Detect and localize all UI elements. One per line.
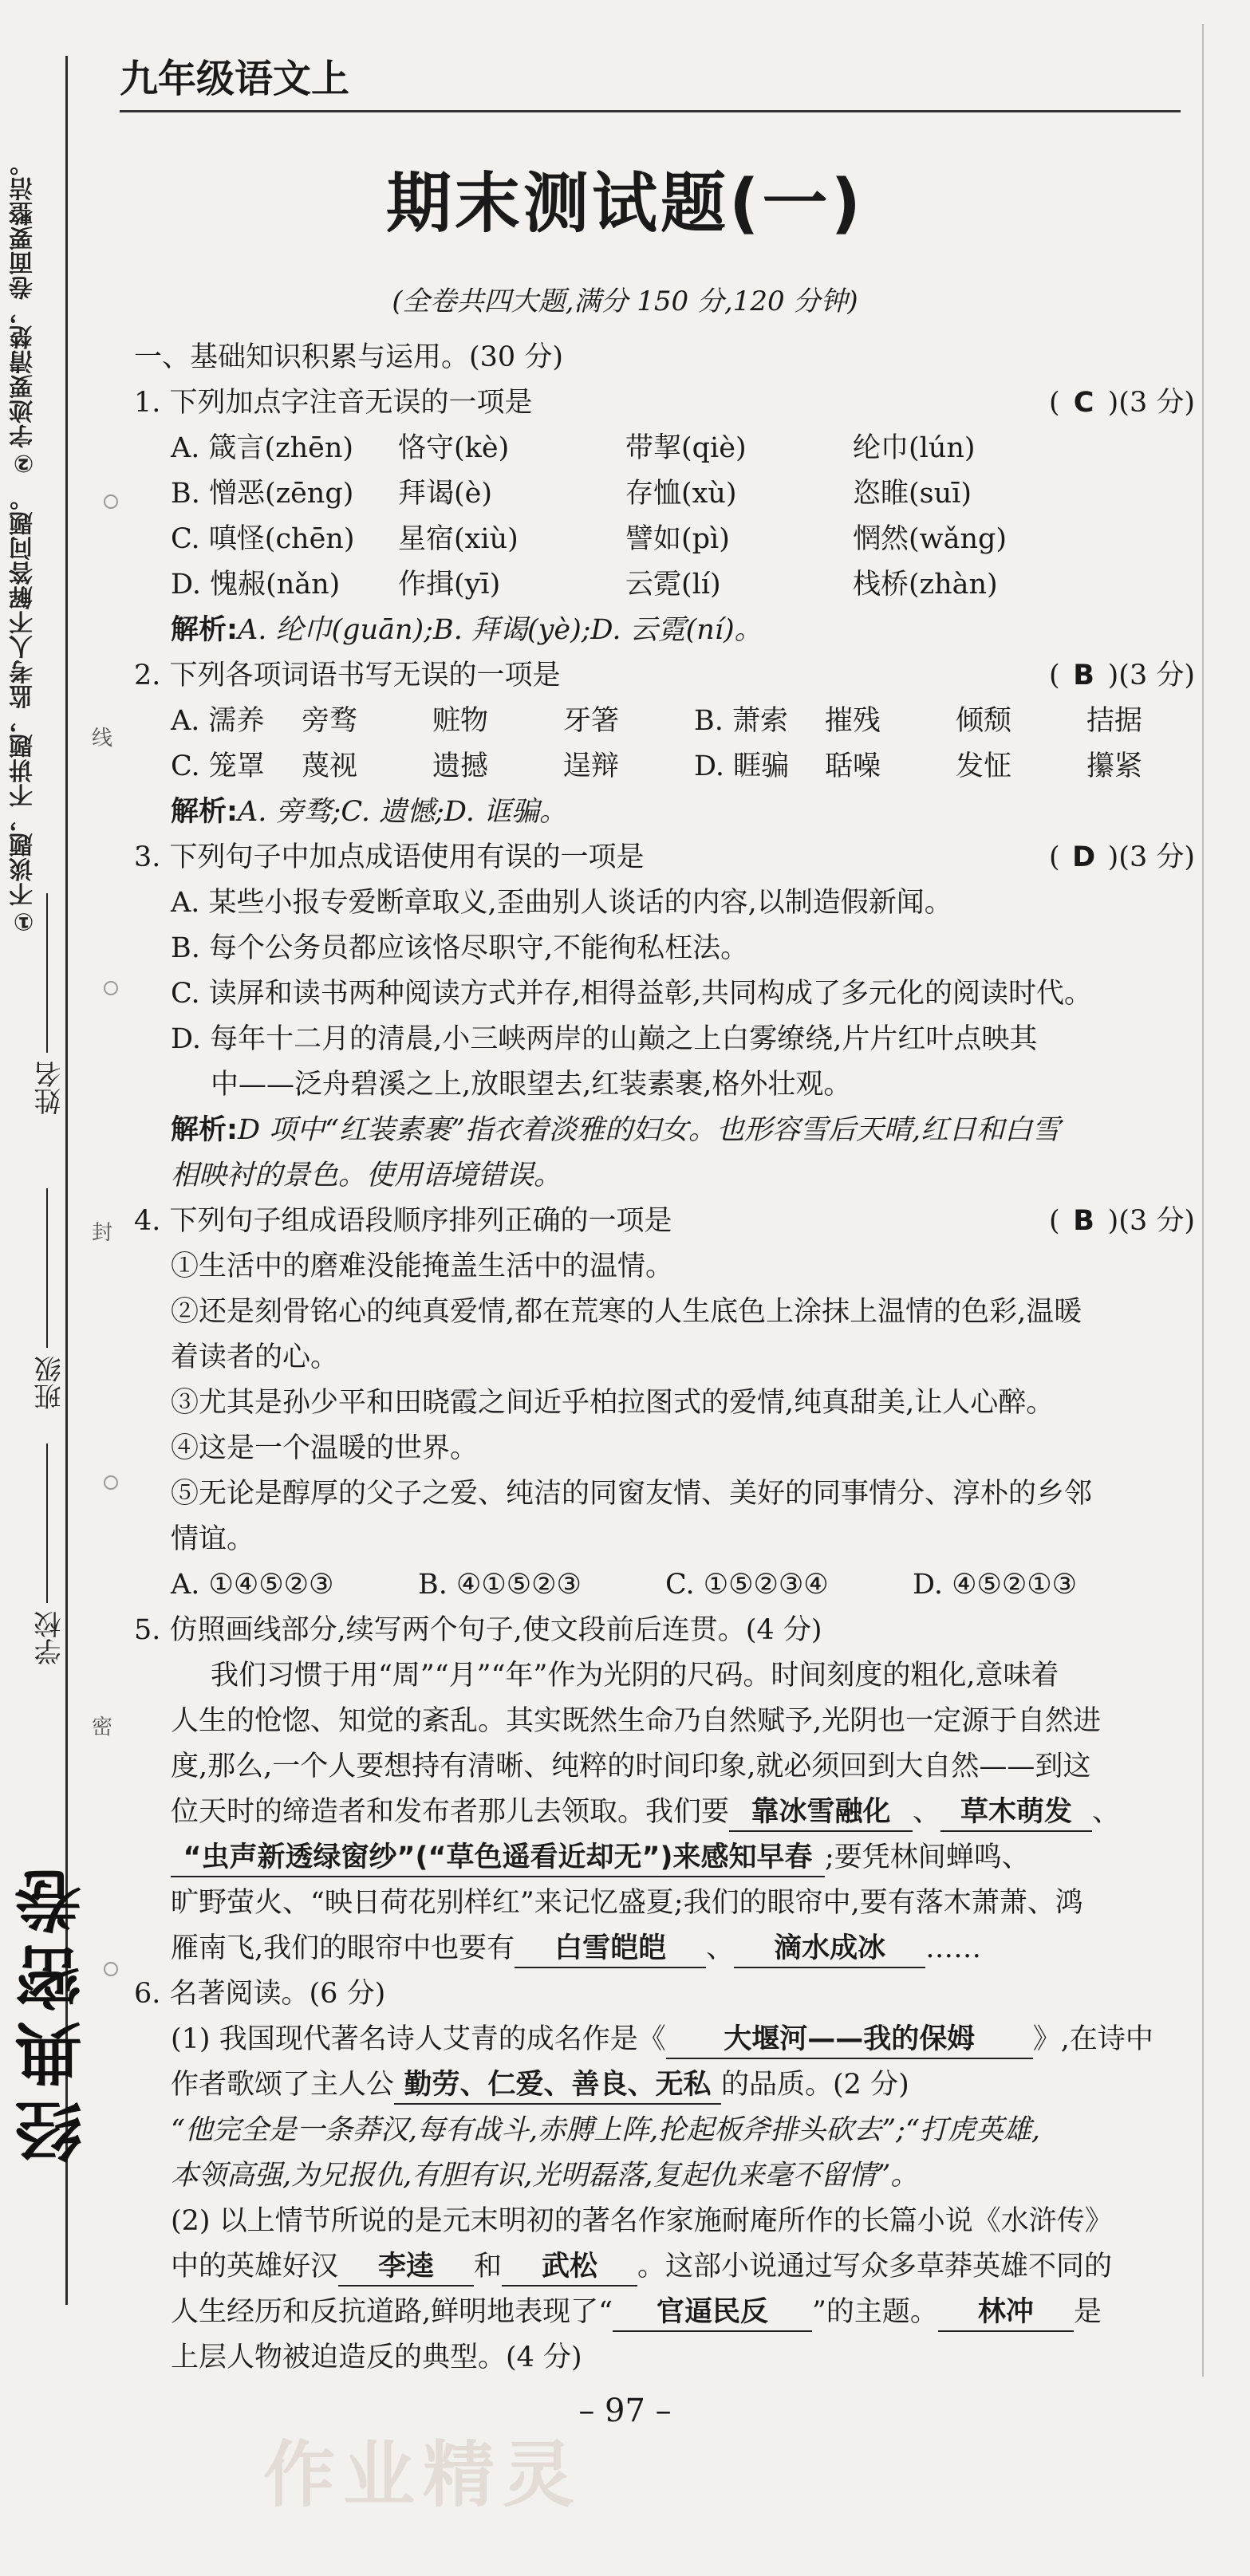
option-cell: D. ④⑤②①③ bbox=[913, 1569, 1077, 1601]
option-cell: 惘然(wǎng) bbox=[853, 523, 1007, 555]
option-cell: 带挈(qiè) bbox=[625, 432, 747, 464]
q6-line: (1) 我国现代著名诗人艾青的成名作是《 大堰河——我的保姆 》,在诗中 bbox=[134, 2017, 1203, 2062]
option-cell: 倾颓 bbox=[956, 705, 1012, 737]
option-cell: C. 嗔怪(chēn) bbox=[171, 523, 355, 555]
option-d-continued: 中——泛舟碧溪之上,放眼望去,红装素裹,格外壮观。 bbox=[211, 1069, 852, 1101]
passage-line: “虫声新透绿窗纱”(“草色遥看近却无”)来感知早春 ;要凭林间蝉鸣、 bbox=[134, 1835, 1203, 1881]
explanation-text: A. 旁骛;C. 遗憾;D. 诓骗。 bbox=[238, 796, 567, 828]
passage-line: 度,那么,一个人要想持有清晰、纯粹的时间印象,就必须回到大自然——到这 bbox=[171, 1751, 1091, 1782]
question-6: 6. 名著阅读。(6 分) bbox=[134, 1978, 386, 2010]
option-row bbox=[134, 699, 1203, 744]
answer-blank: 滴水成冰 bbox=[734, 1930, 925, 1968]
answer-letter: D bbox=[1072, 841, 1096, 873]
answer-letter: B bbox=[1073, 660, 1094, 691]
option-cell: 蔑视 bbox=[302, 750, 358, 782]
school-label: 学校 bbox=[34, 1611, 66, 1665]
answer-blank: “虫声新透绿窗纱”(“草色遥看近却无”)来感知早春 bbox=[171, 1839, 825, 1877]
binding-hole bbox=[104, 1962, 118, 1976]
answer-letter: B bbox=[1073, 1205, 1094, 1237]
passage-line: 人生的怆惚、知觉的紊乱。其实既然生命乃自然赋予,光阴也一定源于自然进 bbox=[171, 1705, 1102, 1737]
answer-blank: 林冲 bbox=[938, 2294, 1074, 2332]
answer-slot: ( B )(3 分) bbox=[1049, 1199, 1195, 1244]
sentence-5: ⑤无论是醇厚的父子之爱、纯洁的同窗友情、美好的同事情分、淳朴的乡邻 bbox=[171, 1478, 1093, 1510]
answer-slot: ( D )(3 分) bbox=[1049, 835, 1195, 880]
option-cell: D. 睚骗 bbox=[694, 750, 790, 782]
page-number: – 97 – bbox=[578, 2393, 672, 2429]
quoted-text: “他完全是一条莽汉,每有战斗,赤膊上阵,抡起板斧排头砍去”;“打虎英雄, bbox=[171, 2114, 1040, 2146]
option-cell: 牙箸 bbox=[563, 705, 620, 737]
option-cell: 遗撼 bbox=[432, 750, 489, 782]
sentence-4: ④这是一个温暖的世界。 bbox=[171, 1432, 479, 1464]
sentence-3: ③尤其是孙少平和田晓霞之间近乎柏拉图式的爱情,纯真甜美,让人心醉。 bbox=[171, 1387, 1055, 1419]
sentence-2: ②还是刻骨铭心的纯真爱情,都在荒寒的人生底色上涂抹上温情的色彩,温暖 bbox=[171, 1296, 1082, 1328]
answer-blank: 武松 bbox=[502, 2248, 637, 2286]
question-1 bbox=[134, 380, 1203, 426]
watermark: 作业精灵 bbox=[263, 2433, 582, 2517]
option-b: B. 每个公务员都应该恪尽职守,不能徇私枉法。 bbox=[171, 932, 749, 964]
answer-blank: 草木萌发 bbox=[940, 1794, 1092, 1832]
answer-letter: C bbox=[1073, 387, 1094, 419]
option-cell: D. 愧赧(nǎn) bbox=[171, 569, 341, 601]
passage-line: 位天时的缔造者和发布者那儿去领取。我们要 靠冰雪融化 、 草木萌发 、 bbox=[134, 1790, 1203, 1835]
answer-blank: 勤劳、仁爱、善良、无私 bbox=[394, 2066, 721, 2105]
binding-hole bbox=[104, 1475, 118, 1490]
option-cell: B. 憎恶(zēng) bbox=[171, 478, 354, 510]
explanation bbox=[134, 1108, 1203, 1153]
exam-instructions: ①不谈题，不讲题，监考人不解答问题。 ②字迹要清楚，卷面要整洁。 bbox=[10, 152, 37, 935]
option-cell: 纶巾(lún) bbox=[853, 432, 976, 464]
brand-text: 经典密卷 bbox=[14, 1858, 93, 2164]
option-cell: 作揖(yī) bbox=[398, 569, 501, 601]
option-cell: 攥紧 bbox=[1086, 750, 1143, 782]
passage-line: 旷野萤火、“映日荷花别样红”来记忆盛夏;我们的眼帘中,要有落木萧萧、鸿 bbox=[171, 1887, 1083, 1919]
explanation bbox=[134, 608, 1203, 653]
option-row bbox=[134, 471, 1203, 517]
seal-mark-seal: 封 bbox=[92, 1221, 113, 1245]
option-cell: 逞辩 bbox=[563, 750, 620, 782]
option-cell: 星宿(xiù) bbox=[398, 523, 519, 555]
explanation-label: 解析: bbox=[171, 796, 238, 828]
option-d: D. 每年十二月的清晨,小三峡两岸的山巅之上白雾缭绕,片片红叶点映其 bbox=[171, 1023, 1038, 1055]
option-row bbox=[134, 1562, 1203, 1608]
question-4 bbox=[134, 1199, 1203, 1244]
explanation-text: D 项中“红装素裹”指衣着淡雅的妇女。也形容雪后天晴,红日和白雪 bbox=[238, 1114, 1061, 1146]
section-heading: 一、基础知识积累与运用。(30 分) bbox=[134, 341, 563, 373]
option-cell: A. 箴言(zhēn) bbox=[171, 432, 354, 464]
answer-slot: ( B )(3 分) bbox=[1049, 653, 1195, 699]
option-c: C. 读屏和读书两种阅读方式并存,相得益彰,共同构成了多元化的阅读时代。 bbox=[171, 978, 1093, 1010]
option-cell: 聒噪 bbox=[825, 750, 881, 782]
exam-info: (全卷共四大题,满分 150 分,120 分钟) bbox=[392, 286, 858, 317]
explanation-label: 解析: bbox=[171, 1114, 238, 1146]
option-cell: C. 笼罩 bbox=[171, 750, 265, 782]
school-blank bbox=[46, 1444, 48, 1603]
option-cell: 恪守(kè) bbox=[398, 432, 510, 464]
page-title: 期末测试题(一) bbox=[386, 166, 864, 242]
option-cell: 发怔 bbox=[956, 750, 1012, 782]
name-blank bbox=[46, 893, 48, 1053]
q6-line: (2) 以上情节所说的是元末明初的著名作家施耐庵所作的长篇小说《水浒传》 bbox=[171, 2205, 1113, 2237]
binding-hole bbox=[104, 981, 118, 995]
question-5: 5. 仿照画线部分,续写两个句子,使文段前后连贯。(4 分) bbox=[134, 1614, 822, 1646]
class-blank bbox=[46, 1188, 48, 1348]
option-cell: B. ④①⑤②③ bbox=[418, 1569, 582, 1601]
answer-blank: 官逼民反 bbox=[613, 2294, 812, 2332]
answer-blank: 靠冰雪融化 bbox=[729, 1794, 913, 1832]
explanation-label: 解析: bbox=[171, 614, 238, 646]
question-stem: 3. 下列句子中加点成语使用有误的一项是 bbox=[134, 841, 645, 873]
question-stem: 4. 下列句子组成语段顺序排列正确的一项是 bbox=[134, 1205, 672, 1237]
option-cell: B. 萧索 bbox=[694, 705, 788, 737]
sentence-2-continued: 着读者的心。 bbox=[171, 1341, 339, 1373]
option-cell: A. ①④⑤②③ bbox=[171, 1569, 334, 1601]
header-rule bbox=[120, 110, 1181, 112]
q6-line: 上层人物被迫造反的典型。(4 分) bbox=[171, 2342, 582, 2373]
sentence-1: ①生活中的磨难没能掩盖生活中的温情。 bbox=[171, 1251, 674, 1282]
question-stem: 1. 下列加点字注音无误的一项是 bbox=[134, 387, 533, 419]
question-2 bbox=[134, 653, 1203, 699]
option-cell: 赃物 bbox=[432, 705, 489, 737]
q6-line: 人生经历和反抗道路,鲜明地表现了“ 官逼民反 ”的主题。 林冲 是 bbox=[134, 2290, 1203, 2335]
question-stem: 2. 下列各项词语书写无误的一项是 bbox=[134, 660, 561, 691]
binding-margin bbox=[0, 0, 96, 2576]
answer-blank: 白雪皑皑 bbox=[515, 1930, 706, 1968]
question-3 bbox=[134, 835, 1203, 880]
exam-body bbox=[134, 335, 1203, 2381]
option-cell: 栈桥(zhàn) bbox=[853, 569, 998, 601]
explanation-continued: 相映衬的景色。使用语境错误。 bbox=[171, 1160, 562, 1191]
quoted-text: 本领高强,为兄报仇,有胆有识,光明磊落,复起仇来毫不留情”。 bbox=[171, 2160, 919, 2192]
seal-mark-line: 线 bbox=[92, 727, 113, 750]
option-cell: 存恤(xù) bbox=[625, 478, 737, 510]
option-row bbox=[134, 517, 1203, 562]
option-cell: 拜谒(è) bbox=[398, 478, 493, 510]
option-cell: 恣睢(suī) bbox=[853, 478, 972, 510]
option-row bbox=[134, 562, 1203, 608]
answer-blank: 大堰河——我的保姆 bbox=[666, 2021, 1033, 2059]
name-label: 姓名 bbox=[34, 1061, 66, 1115]
option-row bbox=[134, 426, 1203, 471]
passage-line: 我们习惯于用“周”“月”“年”作为光阴的尺码。时间刻度的粗化,意味着 bbox=[211, 1660, 1059, 1692]
explanation bbox=[134, 790, 1203, 835]
answer-slot: ( C )(3 分) bbox=[1049, 380, 1195, 426]
q6-line: 中的英雄好汉 李逵 和 武松 。这部小说通过写众多草莽英雄不同的 bbox=[134, 2244, 1203, 2290]
option-cell: 拮据 bbox=[1086, 705, 1143, 737]
option-cell: 云霓(lí) bbox=[625, 569, 721, 601]
book-header: 九年级语文上 bbox=[120, 57, 350, 101]
option-row bbox=[134, 744, 1203, 790]
option-cell: 譬如(pì) bbox=[625, 523, 730, 555]
option-a: A. 某些小报专爱断章取义,歪曲别人谈话的内容,以制造假新闻。 bbox=[171, 887, 952, 919]
option-cell: 旁骛 bbox=[302, 705, 358, 737]
q6-line: 作者歌颂了主人公 勤劳、仁爱、善良、无私 的品质。(2 分) bbox=[134, 2062, 1203, 2108]
seal-mark-secret: 密 bbox=[92, 1715, 113, 1739]
option-cell: C. ①⑤②③④ bbox=[665, 1569, 829, 1601]
passage-line: 雁南飞,我们的眼帘中也要有 白雪皑皑 、 滴水成冰 …… bbox=[134, 1926, 1203, 1971]
binding-hole bbox=[104, 494, 118, 509]
class-label: 班级 bbox=[34, 1356, 66, 1410]
option-cell: A. 濡养 bbox=[171, 705, 265, 737]
option-cell: 摧残 bbox=[825, 705, 881, 737]
sentence-5-continued: 情谊。 bbox=[171, 1523, 255, 1555]
explanation-text: A. 纶巾(guān);B. 拜谒(yè);D. 云霓(ní)。 bbox=[238, 614, 763, 646]
answer-blank: 李逵 bbox=[338, 2248, 474, 2286]
